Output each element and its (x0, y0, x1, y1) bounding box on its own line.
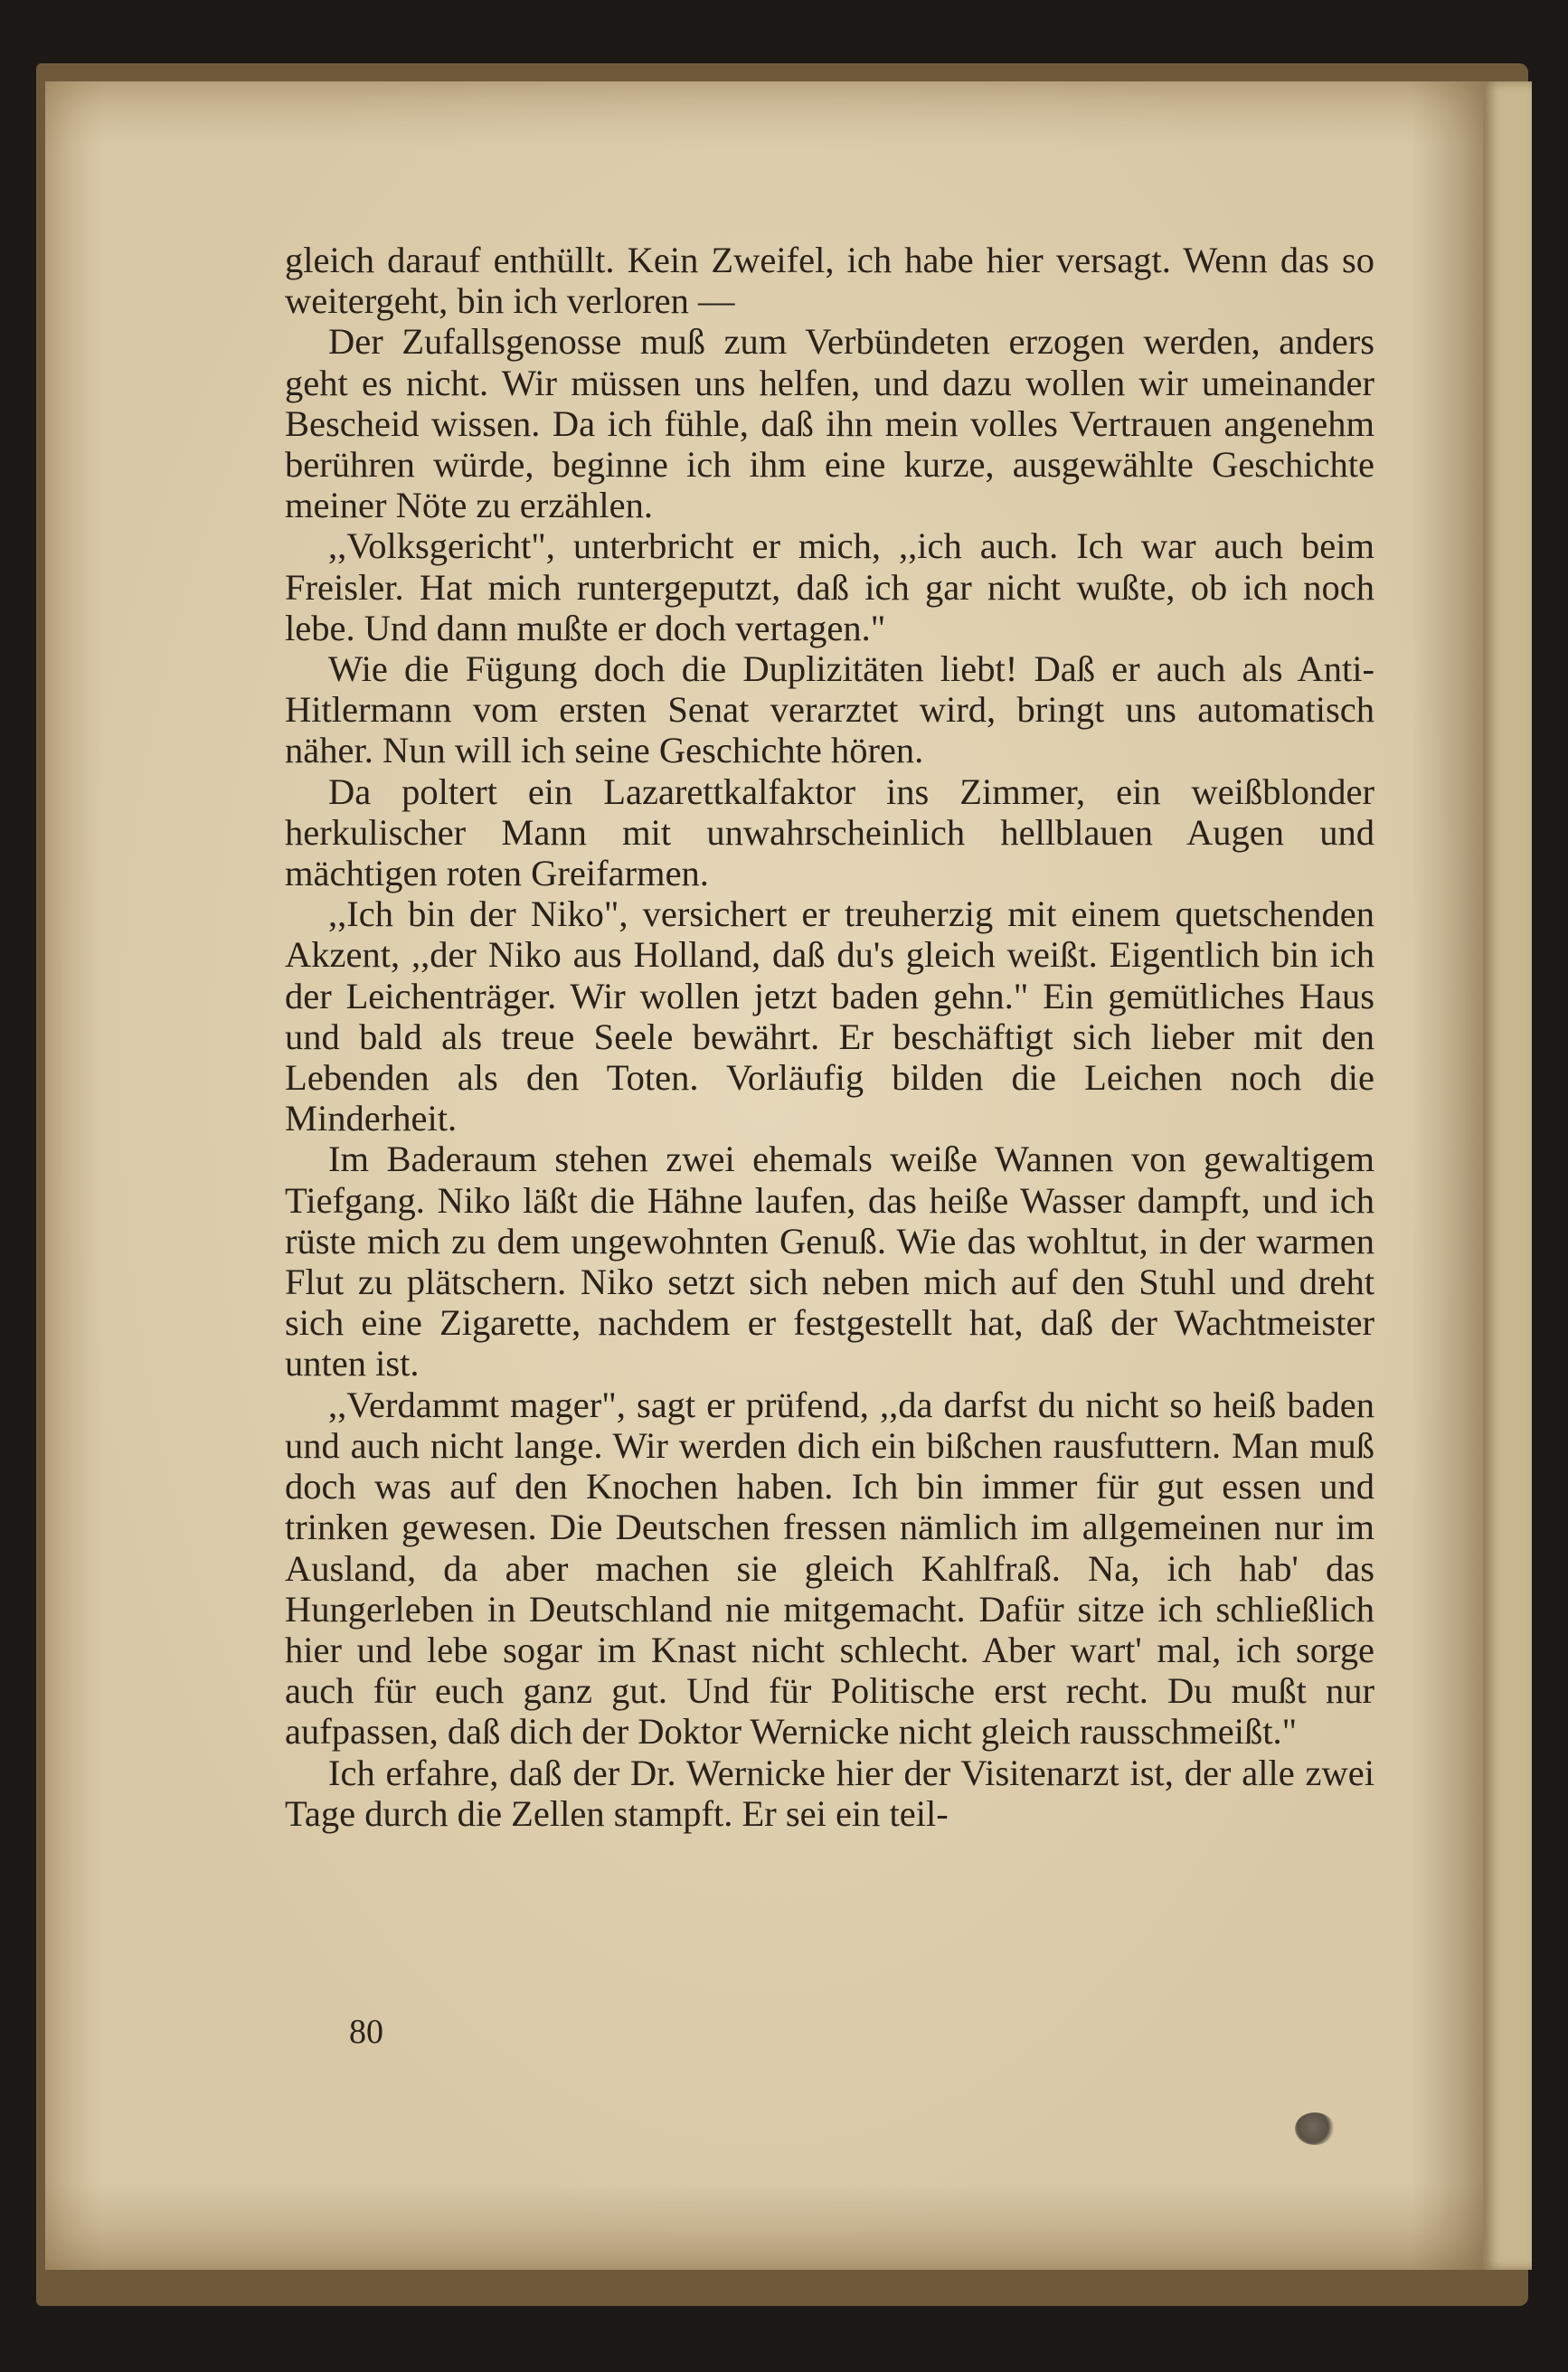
paragraph-6: ,,Ich bin der Niko", versichert er treuherzig mit einem quetschenden Akzent, ,,der Niko aus Holland, daß du's gleich weißt. Eigentlich bin ich der Leichenträger. Wir wollen jetzt baden gehn." Ein gemütliches Haus und bald als treue Seele bewährt. Er beschäftigt sich lieber mit den Lebenden als den Toten. Vorläufig bilden die Leichen noch die Minderheit. (285, 893, 1374, 1139)
paragraph-3: ,,Volksgericht", unterbricht er mich, ,,ich auch. Ich war auch beim Freisler. Hat mich runtergeputzt, daß ich gar nicht wußte, ob ich noch lebe. Und dann mußte er doch vertagen." (285, 525, 1374, 648)
paragraph-2: Der Zufallsgenosse muß zum Verbündeten erzogen werden, anders geht es nicht. Wir müssen uns helfen, und dazu wollen wir umeinander Bescheid wissen. Da ich fühle, daß ihn mein volles Vertrauen angenehm berühren würde, beginne ich ihm eine kurze, ausgewählte Geschichte meiner Nöte zu erzählen. (285, 321, 1374, 526)
paragraph-7: Im Baderaum stehen zwei ehemals weiße Wannen von gewaltigem Tiefgang. Niko läßt die Hähne laufen, das heiße Wasser dampft, und ich rüste mich zu dem ungewohnten Genuß. Wie das wohltut, in der warmen Flut zu plätschern. Niko setzt sich neben mich auf den Stuhl und dreht sich eine Zigarette, nachdem er festgestellt hat, daß der Wachtmeister unten ist. (285, 1139, 1374, 1384)
paragraph-5: Da poltert ein Lazarettkalfaktor ins Zimmer, ein weißblonder herkulischer Mann mit unwahrscheinlich hellblauen Augen und mächtigen roten Greifarmen. (285, 770, 1374, 894)
page-number: 80 (349, 2013, 383, 2051)
paragraph-4: Wie die Fügung doch die Duplizitäten liebt! Daß er auch als Anti-Hitlermann vom ersten Senat verarztet wird, bringt uns automatisch näher. Nun will ich seine Geschichte hören. (285, 648, 1374, 771)
adjacent-page-edge (1483, 81, 1532, 2270)
paragraph-1: gleich darauf enthüllt. Kein Zweifel, ich habe hier versagt. Wenn das so weitergeht, bin ich verloren — (285, 240, 1374, 322)
library-stamp-icon (1295, 2112, 1335, 2145)
page-text (285, 240, 1374, 1834)
paragraph-8: ,,Verdammt mager", sagt er prüfend, ,,da darfst du nicht so heiß baden und auch nicht lange. Wir werden dich ein bißchen rausfuttern. Man muß doch was auf den Knochen haben. Ich bin immer für gut essen und trinken gewesen. Die Deutschen fressen nämlich im allgemeinen nur im Ausland, da aber machen sie gleich Kahlfraß. Na, ich hab' das Hungerleben in Deutschland nie mitgemacht. Dafür sitze ich schließlich hier und lebe sogar im Knast nicht schlecht. Aber wart' mal, ich sorge auch für euch ganz gut. Und für Politische erst recht. Du mußt nur aufpassen, daß dich der Doktor Wernicke nicht gleich rausschmeißt." (285, 1384, 1374, 1753)
paragraph-9: Ich erfahre, daß der Dr. Wernicke hier der Visitenarzt ist, der alle zwei Tage durch die Zellen stampft. Er sei ein teil- (285, 1752, 1374, 1834)
